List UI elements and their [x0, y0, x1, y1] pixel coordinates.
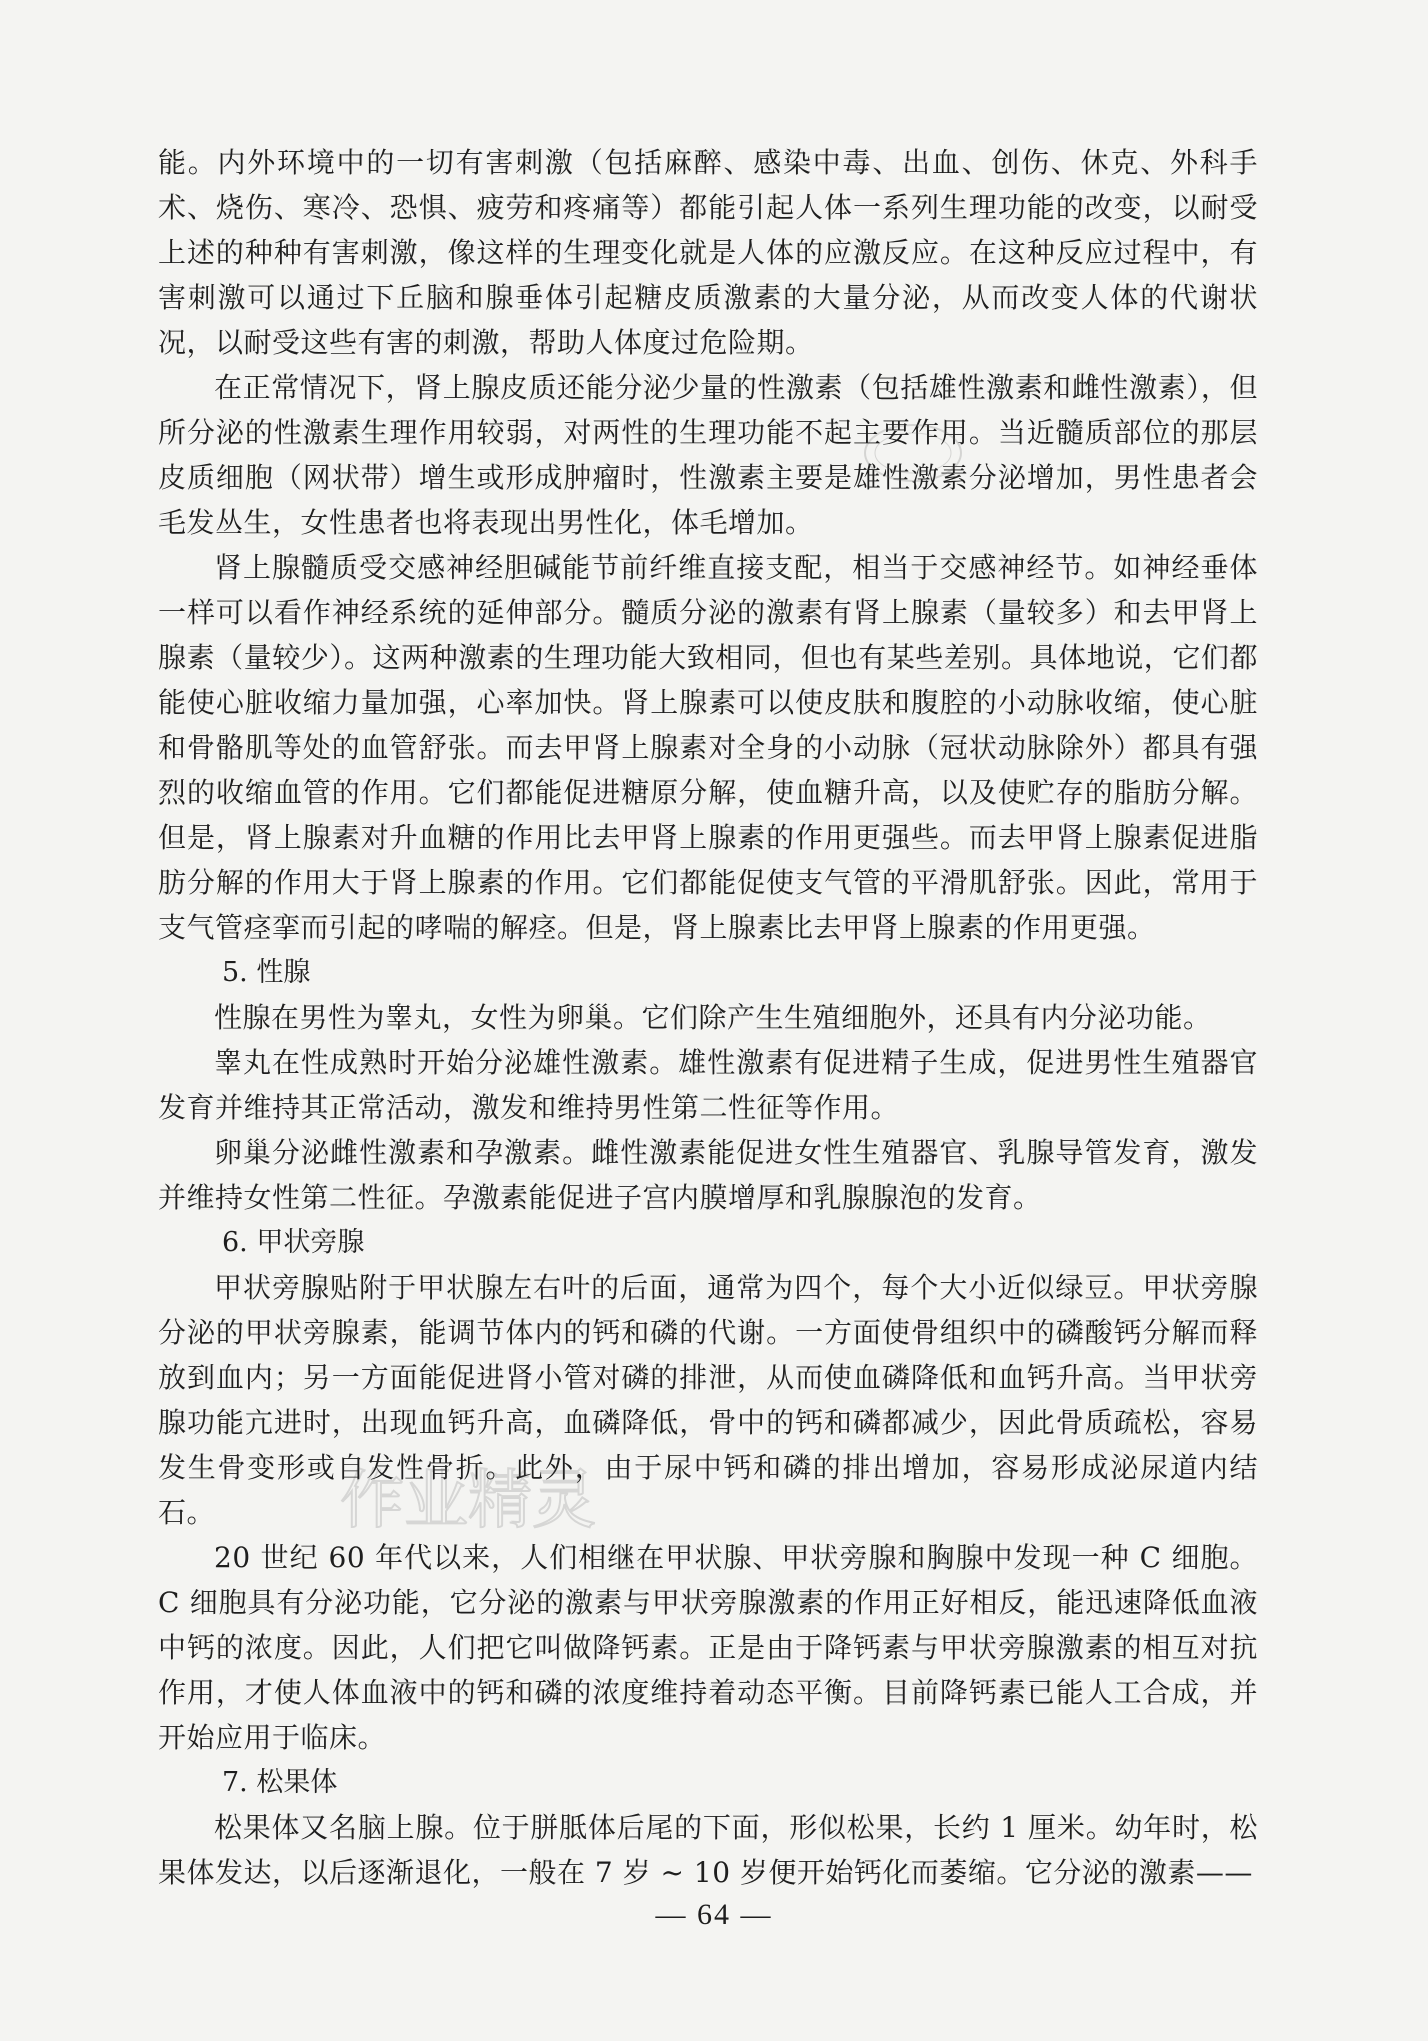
paragraph-ovaries: 卵巢分泌雌性激素和孕激素。雌性激素能促进女性生殖器官、乳腺导管发育，激发并维持女性第二性征。孕激素能促进子宫内膜增厚和乳腺腺泡的发育。: [158, 1136, 1258, 1214]
section-heading-parathyroid: 6. 甲状旁腺: [222, 1227, 365, 1258]
watermark-text: 作业精灵: [340, 1464, 596, 1538]
paragraph-calcitonin: 20 世纪 60 年代以来，人们相继在甲状腺、甲状旁腺和胸腺中发现一种 C 细胞。C 细胞具有分泌功能，它分泌的激素与甲状旁腺激素的作用正好相反，能迅速降低血液中钙的浓度。因此，人们把它叫做降钙素。正是由于降钙素与甲状旁腺激素的相互对抗作用，才使人体血液中的钙和磷的浓度维持着动态平衡。目前降钙素已能人工合成，并开始应用于临床。: [158, 1541, 1258, 1754]
stamp-icon: [858, 418, 968, 488]
paragraph-parathyroid: 甲状旁腺贴附于甲状腺左右叶的后面，通常为四个，每个大小近似绿豆。甲状旁腺分泌的甲状旁腺素，能调节体内的钙和磷的代谢。一方面使骨组织中的磷酸钙分解而释放到血内；另一方面能促进肾小管对磷的排泄，从而使血磷降低和血钙升高。当甲状旁腺功能亢进时，出现血钙升高，血磷降低，骨中的钙和磷都减少，因此骨质疏松，容易发生骨变形或自发性骨折。此外，由于尿中钙和磷的排出增加，容易形成泌尿道内结石。: [158, 1271, 1258, 1529]
paragraph-adrenal-medulla: 肾上腺髓质受交感神经胆碱能节前纤维直接支配，相当于交感神经节。如神经垂体一样可以看作神经系统的延伸部分。髓质分泌的激素有肾上腺素（量较多）和去甲肾上腺素（量较少）。这两种激素的生理功能大致相同，但也有某些差别。具体地说，它们都能使心脏收缩力量加强，心率加快。肾上腺素可以使皮肤和腹腔的小动脉收缩，使心脏和骨骼肌等处的血管舒张。而去甲肾上腺素对全身的小动脉（冠状动脉除外）都具有强烈的收缩血管的作用。它们都能促进糖原分解，使血糖升高，以及使贮存的脂肪分解。但是，肾上腺素对升血糖的作用比去甲肾上腺素的作用更强些。而去甲肾上腺素促进脂肪分解的作用大于肾上腺素的作用。它们都能促使支气管的平滑肌舒张。因此，常用于支气管痉挛而引起的哮喘的解痉。但是，肾上腺素比去甲肾上腺素的作用更强。: [158, 551, 1258, 944]
section-heading-gonads: 5. 性腺: [222, 957, 311, 988]
page-body: [158, 140, 1258, 1889]
paragraph-stress-response: 能。内外环境中的一切有害刺激（包括麻醉、感染中毒、出血、创伤、休克、外科手术、烧伤、寒冷、恐惧、疲劳和疼痛等）都能引起人体一系列生理功能的改变，以耐受上述的种种有害刺激，像这样的生理变化就是人体的应激反应。在这种反应过程中，有害刺激可以通过下丘脑和腺垂体引起糖皮质激素的大量分泌，从而改变人体的代谢状况，以耐受这些有害的刺激，帮助人体度过危险期。: [158, 146, 1258, 359]
stamp-mark: [858, 418, 968, 488]
paragraph-sex-hormones-cortex: 在正常情况下，肾上腺皮质还能分泌少量的性激素（包括雄性激素和雌性激素），但所分泌的性激素生理作用较弱，对两性的生理功能不起主要作用。当近髓质部位的那层皮质细胞（网状带）增生或形成肿瘤时，性激素主要是雄性激素分泌增加，男性患者会毛发丛生，女性患者也将表现出男性化，体毛增加。: [158, 371, 1258, 539]
page-number: — 64 —: [655, 1898, 773, 1931]
paragraph-gonads-intro: 性腺在男性为睾丸，女性为卵巢。它们除产生生殖细胞外，还具有内分泌功能。: [214, 1001, 1212, 1034]
paragraph-testes: 睾丸在性成熟时开始分泌雄性激素。雄性激素有促进精子生成，促进男性生殖器官发育并维持其正常活动，激发和维持男性第二性征等作用。: [158, 1046, 1258, 1124]
watermark: [330, 1460, 670, 1540]
watermark-logo-icon: [330, 1460, 670, 1540]
section-heading-pineal: 7. 松果体: [222, 1767, 338, 1798]
paragraph-pineal: 松果体又名脑上腺。位于胼胝体后尾的下面，形似松果，长约 1 厘米。幼年时，松果体发达，以后逐渐退化，一般在 7 岁 ~ 10 岁便开始钙化而萎缩。它分泌的激素——: [158, 1811, 1258, 1889]
